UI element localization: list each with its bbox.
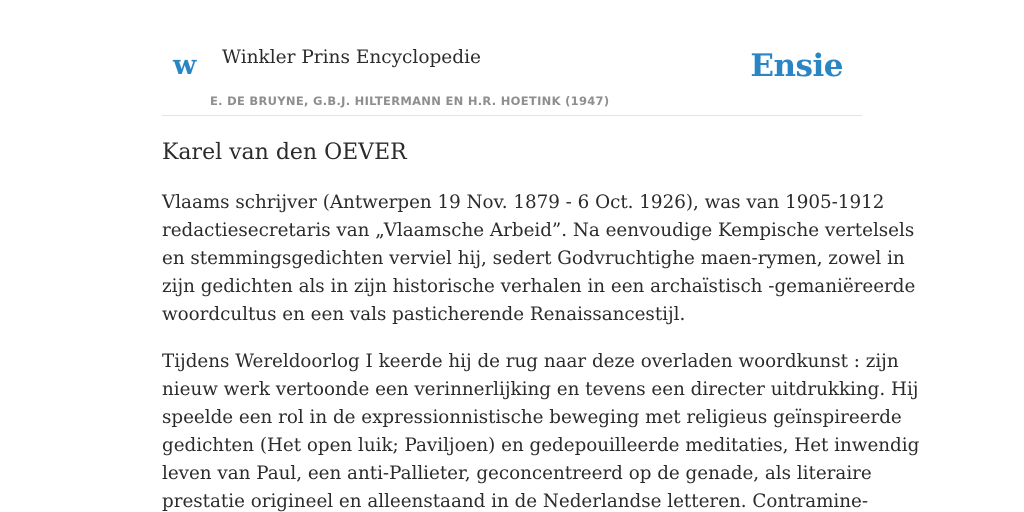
paragraph-line: zijn gedichten als in zijn historische verhalen in een archaïstisch -gemaniëreerde — [162, 275, 916, 297]
publication-logo[interactable]: w — [173, 50, 197, 81]
paragraph-line: Vlaams schrijver (Antwerpen 19 Nov. 1879 - 6 Oct. 1926), was van 1905-1912 — [162, 191, 885, 213]
publication-authors: E. DE BRUYNE, G.B.J. HILTERMANN EN H.R. HOETINK (1947) — [210, 94, 610, 108]
paragraph-line: gedichten (Het open luik; Paviljoen) en gedepouilleerde meditaties, Het inwendig — [162, 434, 920, 456]
paragraph-line: speelde een rol in de expressionnistische beweging met religieus geïnspireerde — [162, 406, 902, 428]
paragraph-line: leven van Paul, een anti-Pallieter, geconcentreerd op de genade, als literaire — [162, 462, 872, 484]
paragraph-line: en stemmingsgedichten verviel hij, sedert Godvruchtighe maen-rymen, zowel in — [162, 247, 905, 269]
paragraph-line: woordcultus en een vals pasticherende Renaissancestijl. — [162, 303, 686, 325]
article-title: Karel van den OEVER — [162, 140, 407, 165]
paragraph-line: redactiesecretaris van „Vlaamsche Arbeid”. Na eenvoudige Kempische vertelsels — [162, 219, 915, 241]
article-paragraph — [162, 348, 920, 512]
publication-title-link[interactable]: Winkler Prins Encyclopedie — [222, 47, 481, 68]
paragraph-line: prestatie origineel en alleenstaand in de Nederlandse letteren. Contramine- — [162, 490, 869, 512]
article-paragraph — [162, 189, 916, 329]
paragraph-line: nieuw werk vertoonde een verinnerlijking en tevens een directer uitdrukking. Hij — [162, 378, 919, 400]
header — [162, 30, 862, 116]
ensie-brand-logo[interactable]: Ensie — [750, 48, 843, 84]
paragraph-line: Tijdens Wereldoorlog I keerde hij de rug naar deze overladen woordkunst : zijn — [162, 350, 899, 372]
article — [162, 138, 920, 512]
